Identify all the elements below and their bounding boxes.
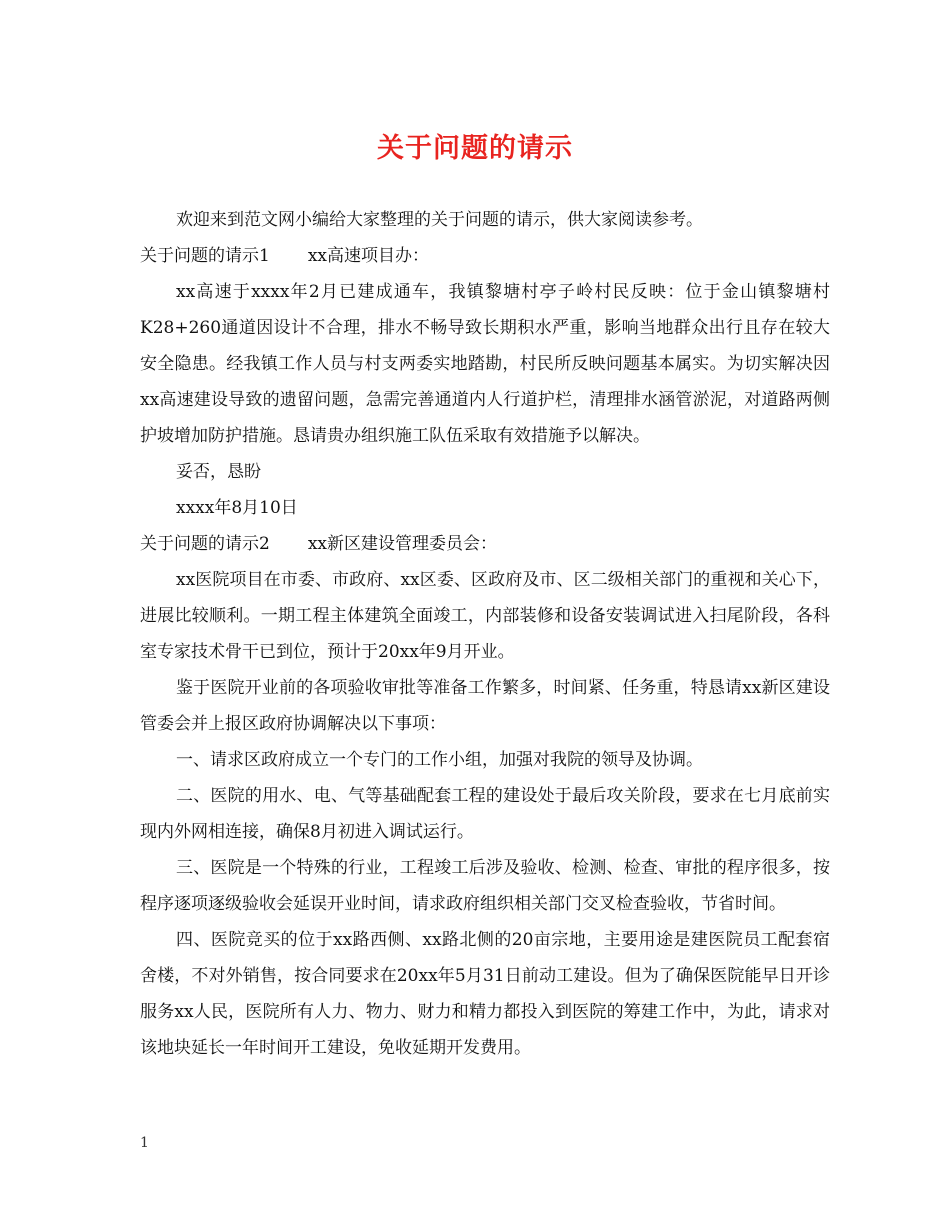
section1-closing: 妥否，恳盼 [176, 462, 261, 482]
section2-item-2: 二、医院的用水、电、气等基础配套工程的建设处于最后攻关阶段，要求在七月底前实现内外网相连接，确保8月初进入调试运行。 [140, 786, 830, 842]
section1-heading: 关于问题的请示1 [140, 246, 270, 266]
section2-item-1: 一、请求区政府成立一个专门的工作小组，加强对我院的领导及协调。 [176, 750, 703, 770]
section2-recipient: xx新区建设管理委员会： [307, 534, 498, 554]
intro-paragraph: 欢迎来到范文网小编给大家整理的关于问题的请示，供大家阅读参考。 [176, 210, 703, 230]
section2-paragraph-2: 鉴于医院开业前的各项验收审批等准备工作繁多，时间紧、任务重，特恳请xx新区建设管委会并上报区政府协调解决以下事项： [140, 678, 830, 734]
document-body [140, 202, 830, 1066]
section2-item-3: 三、医院是一个特殊的行业，工程竣工后涉及验收、检测、检查、审批的程序很多，按程序逐项逐级验收会延误开业时间，请求政府组织相关部门交叉检查验收，节省时间。 [140, 858, 830, 914]
section2-paragraph-1: xx医院项目在市委、市政府、xx区委、区政府及市、区二级相关部门的重视和关心下，进展比较顺利。一期工程主体建筑全面竣工，内部装修和设备安装调试进入扫尾阶段，各科室专家技术骨干已到位，预计于20xx年9月开业。 [140, 570, 830, 662]
section2-heading: 关于问题的请示2 [140, 534, 270, 554]
section1-body-paragraph: xx高速于xxxx年2月已建成通车，我镇黎塘村亭子岭村民反映：位于金山镇黎塘村K28+260通道因设计不合理，排水不畅导致长期积水严重，影响当地群众出行且存在较大安全隐患。经我镇工作人员与村支两委实地踏勘，村民所反映问题基本属实。为切实解决因xx高速建设导致的遗留问题，急需完善通道内人行道护栏，清理排水涵管淤泥，对道路两侧护坡增加防护措施。恳请贵办组织施工队伍采取有效措施予以解决。 [140, 282, 830, 446]
section1-recipient: xx高速项目办： [307, 246, 430, 266]
section2-item-4: 四、医院竞买的位于xx路西侧、xx路北侧的20亩宗地，主要用途是建医院员工配套宿舍楼，不对外销售，按合同要求在20xx年5月31日前动工建设。但为了确保医院能早日开诊服务xx人民，医院所有人力、物力、财力和精力都投入到医院的筹建工作中，为此，请求对该地块延长一年时间开工建设，免收延期开发费用。 [140, 930, 830, 1058]
document-title: 关于问题的请示 [377, 133, 573, 164]
section2-heading-line [140, 526, 830, 562]
section1-date: xxxx年8月10日 [176, 498, 298, 518]
section1-heading-line [140, 238, 830, 274]
page-number: 1 [140, 1135, 149, 1151]
